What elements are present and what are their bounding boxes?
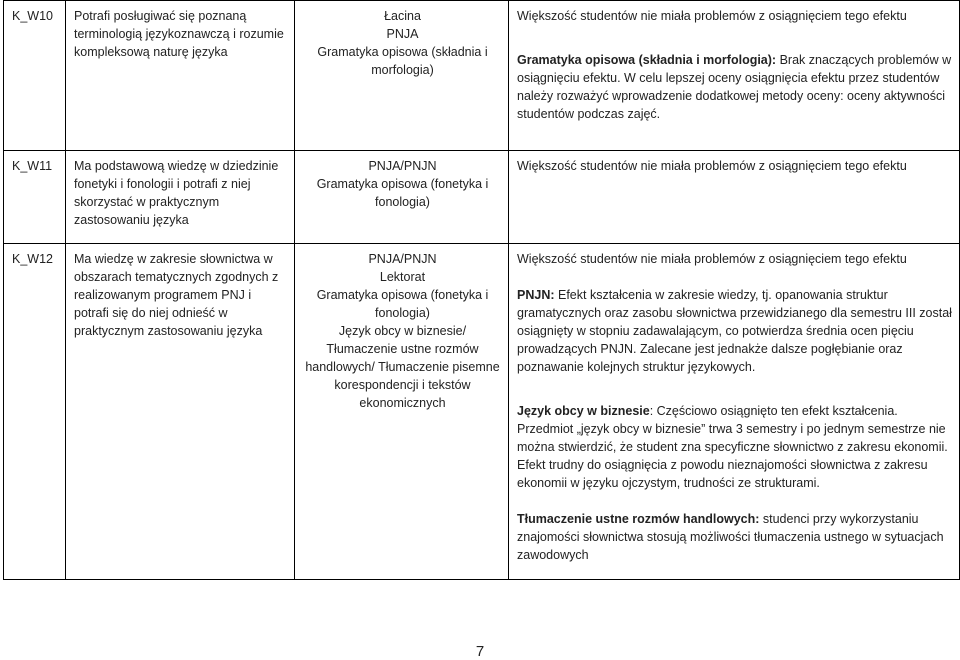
note-label: PNJN:: [517, 288, 555, 302]
outcome-description: Ma podstawową wiedzę w dziedzinie fonetyki i fonologii i potrafi z niej skorzystać w praktycznym zastosowaniu języka: [66, 151, 295, 244]
note-label: Tłumaczenie ustne rozmów handlowych:: [517, 512, 760, 526]
note-text: Brak znaczących problemów w osiągnięciu efektu. W celu lepszej oceny osiągnięcia efektu przez studentów należy rozważyć wprowadzenie dodatkowej metody oceny: oceny aktywności studentów podczas zajęć.: [517, 53, 952, 121]
evaluation-summary: Większość studentów nie miała problemów z osiągnięciem tego efektu: [517, 9, 907, 23]
evaluation-note: [517, 402, 953, 492]
table-row: [4, 1, 960, 151]
outcome-code: K_W12: [4, 244, 66, 580]
note-label: Język obcy w biznesie: [517, 404, 650, 418]
outcome-description: Potrafi posługiwać się poznaną terminologią językoznawczą i rozumie kompleksową naturę języka: [66, 1, 295, 151]
course-item: Gramatyka opisowa (składnia i morfologia): [317, 45, 488, 77]
learning-outcomes-table: [3, 0, 960, 580]
evaluation-note: [517, 51, 953, 123]
evaluation-summary: Większość studentów nie miała problemów z osiągnięciem tego efektu: [517, 159, 907, 173]
outcome-code: K_W10: [4, 1, 66, 151]
outcome-evaluation: [509, 1, 960, 151]
table-row: [4, 151, 960, 244]
course-item: Łacina: [384, 9, 421, 23]
table-row: [4, 244, 960, 580]
course-item: Gramatyka opisowa (fonetyka i fonologia): [316, 177, 489, 209]
course-list: [295, 151, 509, 244]
note-text: : Częściowo osiągnięto ten efekt kształcenia. Przedmiot „język obcy w biznesie” trwa 3 semestry i po jednym semestrze nie można stwierdzić, że student zna specyficzne słownictwo z zakresu ekonomii. Efekt trudny do osiągnięcia z powodu nieznajomości słownictwa z zakresu ekonomii w języku ojczystym, trudności ze strukturami.: [517, 404, 948, 490]
evaluation-note: [517, 286, 953, 376]
course-item: PNJA/PNJN: [368, 252, 437, 266]
outcome-description: Ma wiedzę w zakresie słownictwa w obszarach tematycznych zgodnych z realizowanym programem PNJ i potrafi się do niej odnieść w praktycznym zastosowaniu języka: [66, 244, 295, 580]
course-item: Lektorat: [379, 270, 426, 284]
evaluation-note: [517, 510, 953, 564]
note-text: studenci przy wykorzystaniu znajomości słownictwa stosują możliwości tłumaczenia ustnego w sytuacjach zawodowych: [517, 512, 944, 562]
outcome-evaluation: [509, 151, 960, 244]
course-item: PNJA: [386, 27, 419, 41]
note-text: Efekt kształcenia w zakresie wiedzy, tj. opanowania struktur gramatycznych oraz zasobu słownictwa przewidzianego dla semestru III został osiągnięty w stopniu zadawalającym, co potwierdza średnia ocen pięciu prowadzących PNJN. Zalecane jest jednakże dalsze pogłębianie oraz poznawanie kolejnych struktur językowych.: [517, 288, 952, 374]
course-list: [295, 244, 509, 580]
course-item: Język obcy w biznesie/ Tłumaczenie ustne rozmów handlowych/ Tłumaczenie pisemne korespondencji i tekstów ekonomicznych: [305, 324, 500, 410]
note-label: Gramatyka opisowa (składnia i morfologia):: [517, 53, 777, 67]
outcome-code: K_W11: [4, 151, 66, 244]
evaluation-summary: Większość studentów nie miała problemów z osiągnięciem tego efektu: [517, 252, 907, 266]
course-item: Gramatyka opisowa (fonetyka i fonologia): [316, 288, 489, 320]
course-item: PNJA/PNJN: [368, 159, 437, 173]
outcome-evaluation: [509, 244, 960, 580]
page-number: 7: [475, 643, 485, 660]
course-list: [295, 1, 509, 151]
